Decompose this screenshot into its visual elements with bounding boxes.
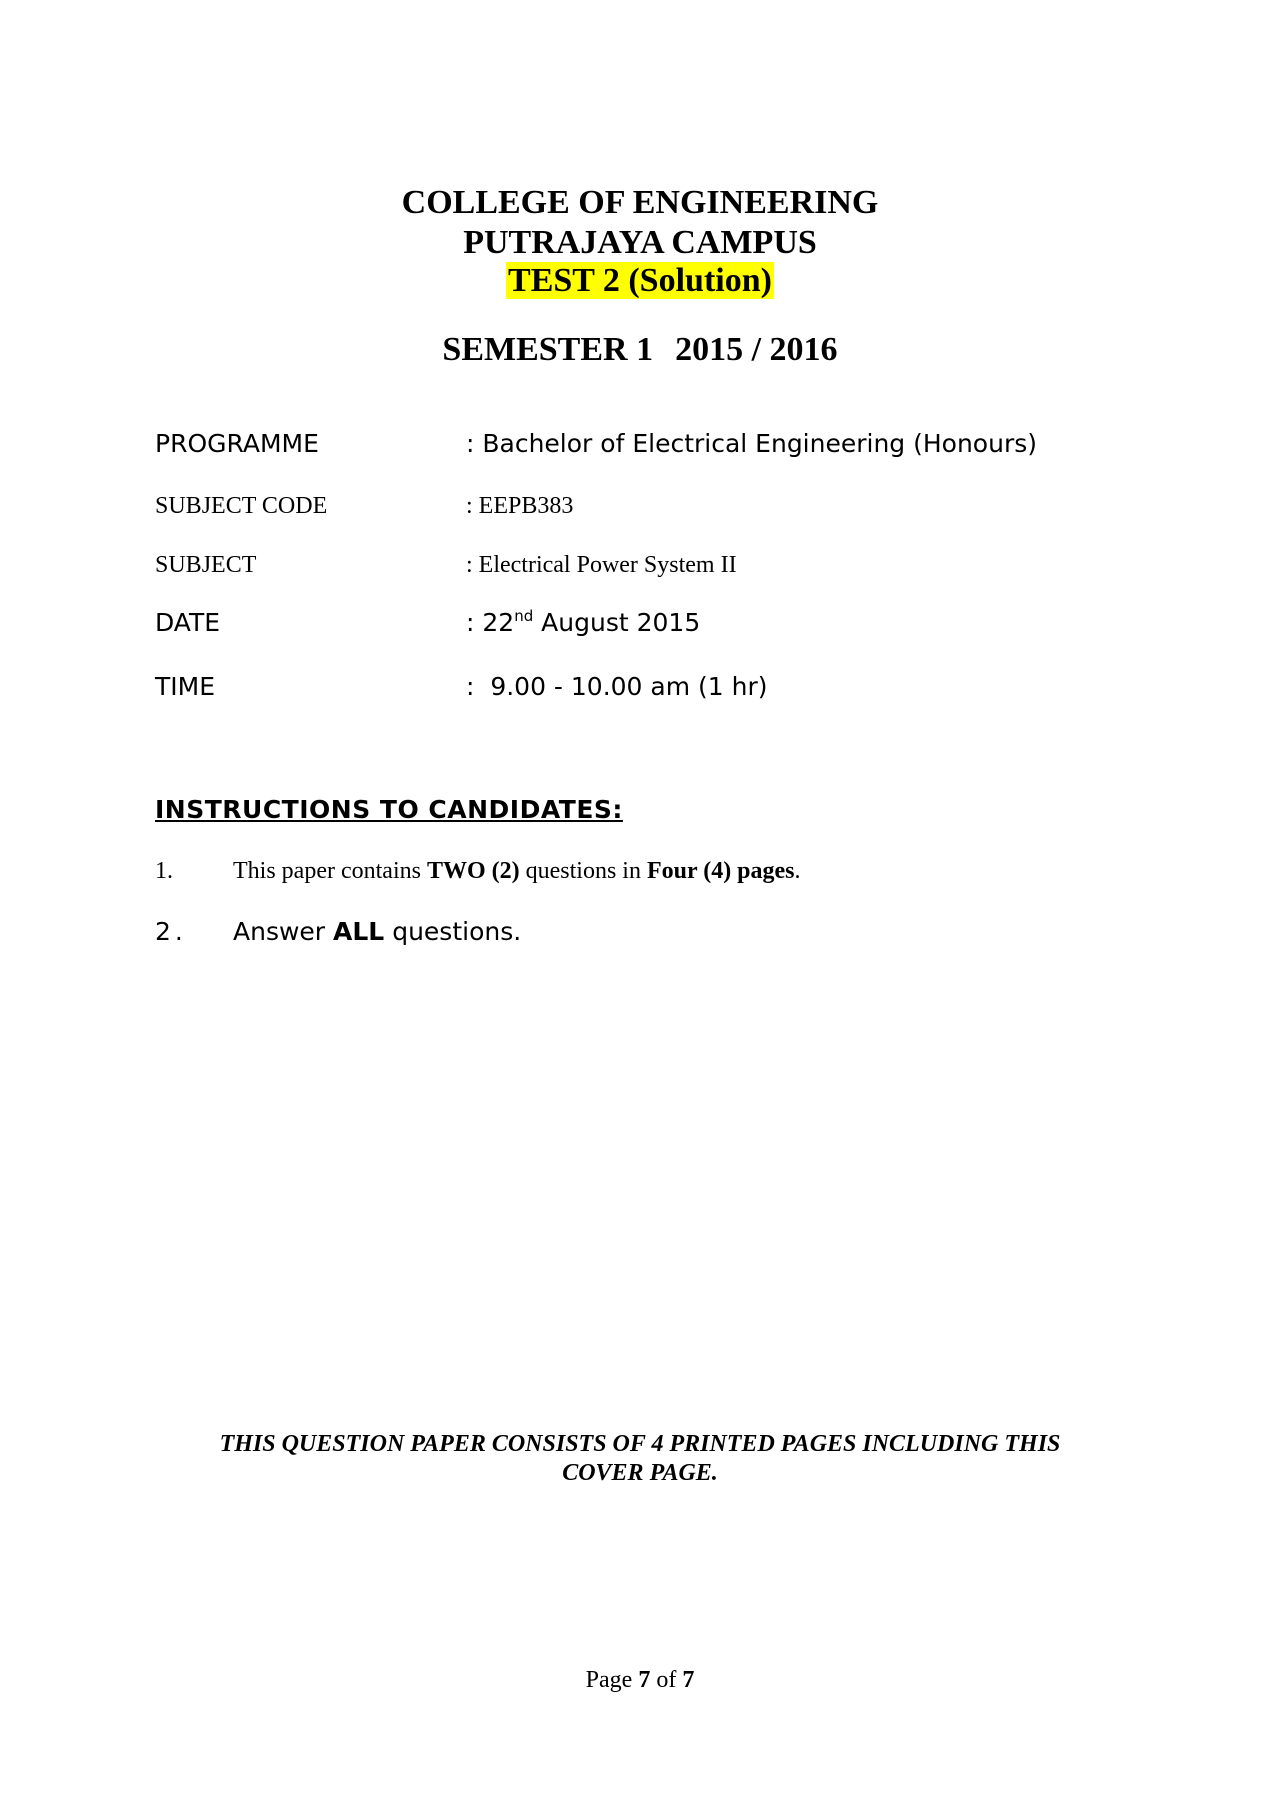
- page-count-note-line-1: THIS QUESTION PAPER CONSISTS OF 4 PRINTED PAGES INCLUDING THIS: [219, 1431, 1061, 1457]
- current-page: 7: [638, 1667, 651, 1693]
- date-label: DATE: [155, 608, 221, 637]
- semester-label: SEMESTER 1: [442, 331, 654, 368]
- of-word: of: [650, 1667, 683, 1693]
- instruction-number: 1.: [155, 858, 173, 884]
- session-label: 2015 / 2016: [675, 331, 838, 368]
- text-part: This paper contains: [233, 858, 427, 884]
- bold-page-count: Four (4) pages: [646, 858, 795, 884]
- test-title-highlight: TEST 2 (Solution): [508, 262, 772, 299]
- time-value: : 9.00 - 10.00 am (1 hr): [466, 672, 768, 701]
- instruction-text: [233, 916, 521, 948]
- semester-title: [0, 329, 1280, 371]
- date-value: [466, 607, 700, 639]
- college-title: COLLEGE OF ENGINEERING: [401, 184, 879, 221]
- campus-title: PUTRAJAYA CAMPUS: [463, 224, 817, 261]
- page-count-note-line-2: COVER PAGE.: [562, 1460, 718, 1486]
- time-label: TIME: [155, 672, 216, 701]
- page-number: [0, 1665, 1280, 1695]
- total-pages: 7: [682, 1667, 695, 1693]
- date-month-year: August 2015: [533, 608, 701, 637]
- subject-code-label: SUBJECT CODE: [155, 493, 328, 519]
- subject-code-value: : EEPB383: [466, 493, 574, 519]
- bold-question-count: TWO (2): [426, 858, 520, 884]
- test-title: [0, 261, 1280, 301]
- bold-all: ALL: [333, 917, 385, 946]
- instruction-text: [233, 855, 801, 887]
- instruction-number: 2.: [155, 917, 187, 946]
- programme-value: : Bachelor of Electrical Engineering (Honours): [466, 429, 1038, 458]
- subject-value: : Electrical Power System II: [466, 552, 737, 578]
- programme-label: PROGRAMME: [155, 429, 319, 458]
- text-part: .: [794, 858, 801, 884]
- subject-label: SUBJECT: [155, 552, 257, 578]
- date-ordinal-suffix: nd: [514, 607, 534, 625]
- text-part: Answer: [233, 917, 334, 946]
- page-word: Page: [585, 1667, 639, 1693]
- text-part: questions in: [519, 858, 647, 884]
- text-part: questions.: [384, 917, 522, 946]
- instructions-heading: INSTRUCTIONS TO CANDIDATES:: [155, 795, 623, 824]
- date-day: : 22: [466, 608, 515, 637]
